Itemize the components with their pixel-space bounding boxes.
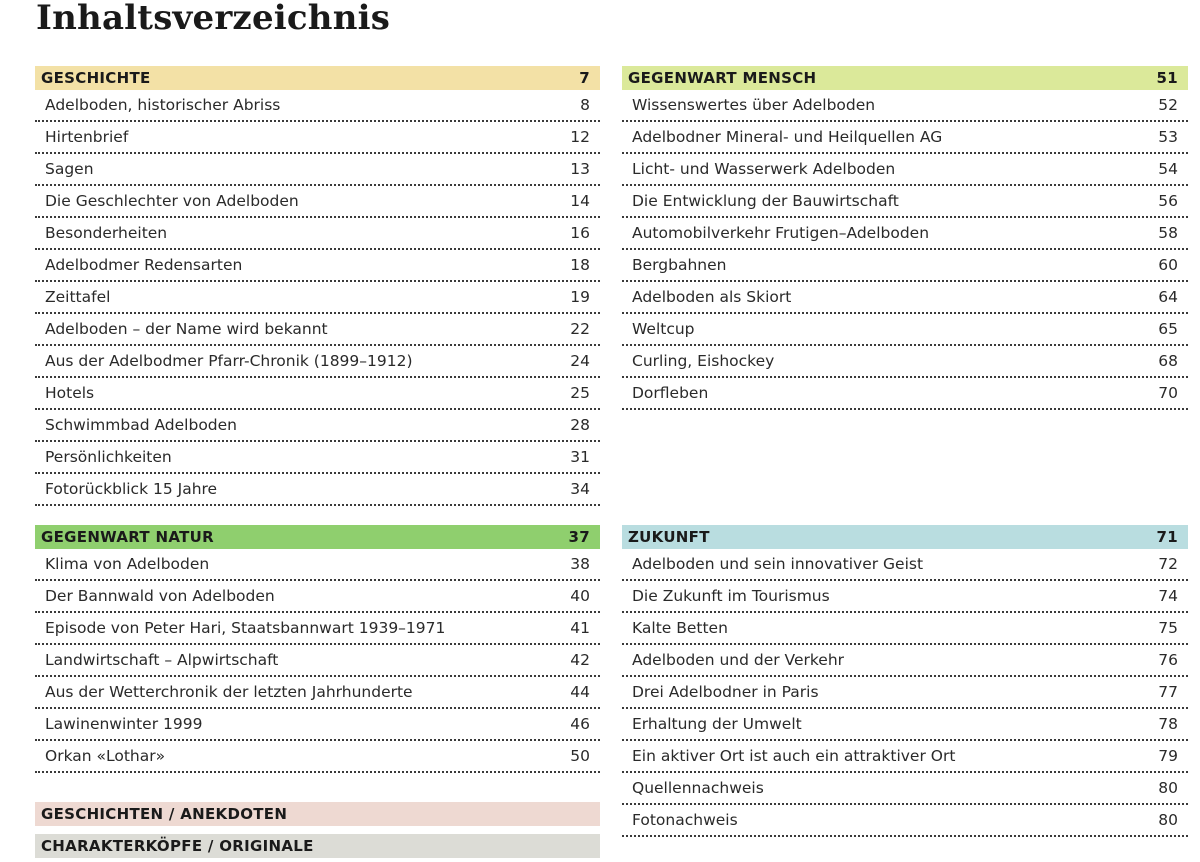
entry-title: Klima von Adelboden [45, 555, 210, 573]
toc-entry[interactable] [622, 186, 1188, 218]
entry-page-number: 64 [1158, 288, 1178, 306]
entry-title: Adelboden und der Verkehr [632, 651, 845, 669]
entry-title: Weltcup [632, 320, 695, 338]
toc-entry[interactable] [622, 122, 1188, 154]
section-header-geschichten[interactable] [35, 802, 600, 826]
entry-title: Adelboden, historischer Abriss [45, 96, 281, 114]
toc-entry[interactable] [622, 282, 1188, 314]
toc-entry[interactable] [622, 741, 1188, 773]
entry-title: Quellennachweis [632, 779, 764, 797]
entry-page-number: 42 [570, 651, 590, 669]
entry-page-number: 40 [570, 587, 590, 605]
toc-entry[interactable] [622, 805, 1188, 837]
entry-title: Orkan «Lothar» [45, 747, 166, 765]
entry-list [622, 549, 1188, 837]
toc-entry[interactable] [35, 410, 600, 442]
entry-title: Hirtenbrief [45, 128, 129, 146]
entry-page-number: 12 [570, 128, 590, 146]
section-header-gegenwart-natur[interactable] [35, 525, 600, 549]
entry-page-number: 50 [570, 747, 590, 765]
toc-entry[interactable] [622, 549, 1188, 581]
toc-entry[interactable] [35, 442, 600, 474]
entry-page-number: 80 [1158, 779, 1178, 797]
entry-page-number: 41 [570, 619, 590, 637]
entry-title: Adelboden – der Name wird bekannt [45, 320, 328, 338]
toc-entry[interactable] [35, 90, 600, 122]
entry-page-number: 8 [580, 96, 590, 114]
entry-title: Kalte Betten [632, 619, 728, 637]
entry-title: Fotonachweis [632, 811, 738, 829]
section-header-zukunft[interactable] [622, 525, 1188, 549]
section-page-number: 37 [568, 528, 590, 546]
entry-page-number: 22 [570, 320, 590, 338]
toc-entry[interactable] [35, 581, 600, 613]
entry-page-number: 46 [570, 715, 590, 733]
section-header-charakterkoepfe[interactable] [35, 834, 600, 858]
entry-page-number: 13 [570, 160, 590, 178]
section-title: CHARAKTERKÖPFE / ORIGINALE [41, 837, 314, 855]
toc-entry[interactable] [622, 346, 1188, 378]
toc-entry[interactable] [622, 677, 1188, 709]
entry-page-number: 18 [570, 256, 590, 274]
entry-page-number: 44 [570, 683, 590, 701]
entry-page-number: 56 [1158, 192, 1178, 210]
toc-entry[interactable] [35, 314, 600, 346]
section-gegenwart-mensch [622, 66, 1188, 410]
entry-title: Aus der Adelbodmer Pfarr-Chronik (1899–1912) [45, 352, 413, 370]
toc-entry[interactable] [622, 250, 1188, 282]
entry-title: Adelbodner Mineral- und Heilquellen AG [632, 128, 943, 146]
entry-title: Ein aktiver Ort ist auch ein attraktiver Ort [632, 747, 956, 765]
toc-entry[interactable] [35, 122, 600, 154]
toc-entry[interactable] [35, 250, 600, 282]
section-page-number: 71 [1156, 528, 1178, 546]
toc-entry[interactable] [35, 613, 600, 645]
toc-entry[interactable] [622, 218, 1188, 250]
entry-title: Der Bannwald von Adelboden [45, 587, 275, 605]
entry-page-number: 70 [1158, 384, 1178, 402]
toc-entry[interactable] [622, 378, 1188, 410]
entry-page-number: 79 [1158, 747, 1178, 765]
toc-entry[interactable] [35, 218, 600, 250]
entry-page-number: 34 [570, 480, 590, 498]
section-page-number: 7 [579, 69, 590, 87]
entry-title: Besonderheiten [45, 224, 168, 242]
toc-entry[interactable] [622, 90, 1188, 122]
toc-entry[interactable] [35, 645, 600, 677]
entry-page-number: 31 [570, 448, 590, 466]
section-zukunft [622, 525, 1188, 837]
entry-page-number: 52 [1158, 96, 1178, 114]
toc-entry[interactable] [622, 581, 1188, 613]
entry-title: Erhaltung der Umwelt [632, 715, 802, 733]
toc-entry[interactable] [622, 613, 1188, 645]
toc-entry[interactable] [35, 549, 600, 581]
entry-list [35, 549, 600, 773]
toc-entry[interactable] [622, 709, 1188, 741]
toc-entry[interactable] [35, 282, 600, 314]
section-title: ZUKUNFT [628, 528, 710, 546]
entry-title: Adelboden als Skiort [632, 288, 792, 306]
section-header-gegenwart-mensch[interactable] [622, 66, 1188, 90]
entry-page-number: 76 [1158, 651, 1178, 669]
section-title: GESCHICHTEN / ANEKDOTEN [41, 805, 288, 823]
toc-entry[interactable] [622, 154, 1188, 186]
entry-title: Wissenswertes über Adelboden [632, 96, 876, 114]
toc-entry[interactable] [35, 154, 600, 186]
toc-entry[interactable] [35, 741, 600, 773]
entry-title: Adelbodmer Redensarten [45, 256, 243, 274]
toc-entry[interactable] [35, 474, 600, 506]
entry-page-number: 60 [1158, 256, 1178, 274]
entry-page-number: 74 [1158, 587, 1178, 605]
section-charakterkoepfe [35, 834, 600, 858]
entry-title: Sagen [45, 160, 94, 178]
entry-title: Aus der Wetterchronik der letzten Jahrhunderte [45, 683, 413, 701]
entry-title: Zeittafel [45, 288, 111, 306]
entry-page-number: 14 [570, 192, 590, 210]
toc-entry[interactable] [35, 677, 600, 709]
entry-title: Fotorückblick 15 Jahre [45, 480, 218, 498]
entry-title: Dorfleben [632, 384, 709, 402]
toc-entry[interactable] [622, 773, 1188, 805]
entry-title: Bergbahnen [632, 256, 727, 274]
entry-page-number: 78 [1158, 715, 1178, 733]
entry-title: Die Geschlechter von Adelboden [45, 192, 299, 210]
page-title: Inhaltsverzeichnis [36, 0, 391, 38]
entry-list [622, 90, 1188, 410]
entry-page-number: 72 [1158, 555, 1178, 573]
entry-page-number: 16 [570, 224, 590, 242]
entry-title: Adelboden und sein innovativer Geist [632, 555, 924, 573]
entry-list [35, 90, 600, 506]
entry-title: Die Entwicklung der Bauwirtschaft [632, 192, 899, 210]
toc-entry[interactable] [35, 378, 600, 410]
entry-title: Curling, Eishockey [632, 352, 775, 370]
entry-page-number: 54 [1158, 160, 1178, 178]
entry-title: Hotels [45, 384, 95, 402]
entry-page-number: 58 [1158, 224, 1178, 242]
entry-title: Schwimmbad Adelboden [45, 416, 238, 434]
entry-title: Licht- und Wasserwerk Adelboden [632, 160, 896, 178]
toc-entry[interactable] [35, 709, 600, 741]
entry-page-number: 38 [570, 555, 590, 573]
entry-page-number: 24 [570, 352, 590, 370]
section-geschichten [35, 802, 600, 826]
entry-page-number: 80 [1158, 811, 1178, 829]
toc-entry[interactable] [35, 346, 600, 378]
toc-entry[interactable] [35, 186, 600, 218]
entry-title: Automobilverkehr Frutigen–Adelboden [632, 224, 930, 242]
entry-title: Episode von Peter Hari, Staatsbannwart 1939–1971 [45, 619, 446, 637]
entry-page-number: 65 [1158, 320, 1178, 338]
section-gegenwart-natur [35, 525, 600, 773]
section-geschichte [35, 66, 600, 506]
section-header-geschichte[interactable] [35, 66, 600, 90]
entry-page-number: 25 [570, 384, 590, 402]
entry-page-number: 28 [570, 416, 590, 434]
toc-entry[interactable] [622, 314, 1188, 346]
entry-title: Drei Adelbodner in Paris [632, 683, 819, 701]
entry-page-number: 77 [1158, 683, 1178, 701]
entry-title: Persönlichkeiten [45, 448, 172, 466]
section-title: GEGENWART NATUR [41, 528, 214, 546]
entry-page-number: 68 [1158, 352, 1178, 370]
entry-page-number: 75 [1158, 619, 1178, 637]
entry-page-number: 53 [1158, 128, 1178, 146]
entry-page-number: 19 [570, 288, 590, 306]
entry-title: Lawinenwinter 1999 [45, 715, 203, 733]
section-title: GESCHICHTE [41, 69, 151, 87]
entry-title: Die Zukunft im Tourismus [632, 587, 830, 605]
section-title: GEGENWART MENSCH [628, 69, 817, 87]
entry-title: Landwirtschaft – Alpwirtschaft [45, 651, 279, 669]
section-page-number: 51 [1156, 69, 1178, 87]
toc-entry[interactable] [622, 645, 1188, 677]
